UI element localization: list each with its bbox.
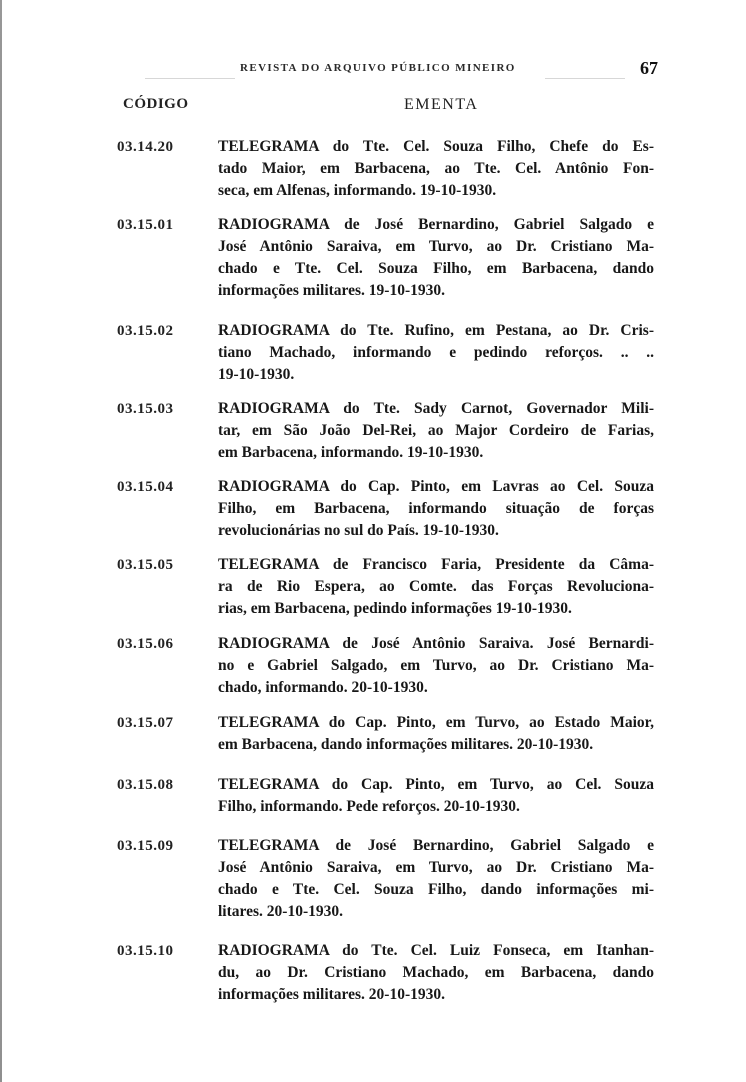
entry-summary — [218, 633, 654, 699]
entry-code: 03.15.02 — [117, 323, 174, 339]
entry-summary-line: chado e Tte. Cel. Souza Filho, dando informações mi- — [218, 881, 654, 898]
entry-summary — [218, 940, 654, 1006]
entry-summary — [218, 476, 654, 542]
entry-summary-line: em Barbacena, informando. 19-10-1930. — [218, 444, 484, 461]
entry-summary-line: revolucionárias no sul do País. 19-10-1930. — [218, 522, 499, 539]
page-edge-shadow — [0, 0, 2, 1082]
entry-code: 03.15.09 — [117, 838, 174, 854]
entry-summary-line: em Barbacena, dando informações militares. 20-10-1930. — [218, 736, 594, 753]
entry-summary-line: TELEGRAMA de Francisco Faria, Presidente da Câma- — [218, 556, 654, 573]
column-header-ementa: EMENTA — [404, 96, 479, 113]
column-header-code: CÓDIGO — [123, 96, 189, 112]
entry-code: 03.15.08 — [117, 777, 174, 793]
entry-summary-line: TELEGRAMA do Cap. Pinto, em Turvo, ao Cel. Souza — [218, 776, 654, 793]
entry-summary — [218, 712, 654, 756]
header-rule-left — [145, 78, 235, 79]
entry-code: 03.15.01 — [117, 217, 174, 233]
entry-summary-line: chado e Tte. Cel. Souza Filho, em Barbacena, dando — [218, 260, 654, 277]
entry-summary-line: no e Gabriel Salgado, em Turvo, ao Dr. Cristiano Ma- — [218, 657, 654, 674]
entry-summary-line: informações militares. 20-10-1930. — [218, 986, 445, 1003]
entry-summary-line: RADIOGRAMA do Tte. Rufino, em Pestana, ao Dr. Cris- — [218, 322, 654, 339]
entry-summary-line: seca, em Alfenas, informando. 19-10-1930. — [218, 182, 497, 199]
entry-summary-line: TELEGRAMA de José Bernardino, Gabriel Salgado e — [218, 837, 654, 854]
entry-summary-line: TELEGRAMA do Tte. Cel. Souza Filho, Chefe do Es- — [218, 138, 654, 155]
entry-summary — [218, 214, 654, 302]
entry-summary-line: José Antônio Saraiva, em Turvo, ao Dr. Cristiano Ma- — [218, 859, 654, 876]
entry-summary — [218, 136, 654, 202]
entry-summary — [218, 398, 654, 464]
entry-code: 03.15.10 — [117, 943, 174, 959]
entry-summary-line: RADIOGRAMA de José Bernardino, Gabriel Salgado e — [218, 216, 654, 233]
entry-summary-line: tado Maior, em Barbacena, ao Tte. Cel. Antônio Fon- — [218, 160, 654, 177]
entry-code: 03.15.05 — [117, 557, 174, 573]
entry-summary-line: Filho, informando. Pede reforços. 20-10-1930. — [218, 798, 520, 815]
entry-code: 03.15.06 — [117, 636, 174, 652]
entry-summary-line: tar, em São João Del-Rei, ao Major Cordeiro de Farias, — [218, 422, 654, 439]
entry-summary-line: rias, em Barbacena, pedindo informações 19-10-1930. — [218, 600, 572, 617]
entry-summary-line: tiano Machado, informando e pedindo reforços. .. .. — [218, 344, 654, 361]
entry-summary — [218, 774, 654, 818]
journal-title: REVISTA DO ARQUIVO PÚBLICO MINEIRO — [240, 62, 516, 74]
entry-summary-line: 19-10-1930. — [218, 366, 295, 383]
entry-summary — [218, 835, 654, 923]
entry-summary-line: ra de Rio Espera, ao Comte. das Forças Revoluciona- — [218, 578, 654, 595]
entry-summary — [218, 554, 654, 620]
entry-summary-line: José Antônio Saraiva, em Turvo, ao Dr. Cristiano Ma- — [218, 238, 654, 255]
entry-summary-line: RADIOGRAMA de José Antônio Saraiva. José Bernardi- — [218, 635, 654, 652]
entry-summary-line: litares. 20-10-1930. — [218, 903, 343, 920]
entry-summary — [218, 320, 654, 386]
entry-summary-line: Filho, em Barbacena, informando situação de forças — [218, 500, 654, 517]
page-number: 67 — [640, 58, 658, 78]
entry-code: 03.15.03 — [117, 401, 174, 417]
entry-code: 03.14.20 — [117, 139, 174, 155]
entry-summary-line: chado, informando. 20-10-1930. — [218, 679, 428, 696]
entry-summary-line: RADIOGRAMA do Cap. Pinto, em Lavras ao Cel. Souza — [218, 478, 654, 495]
entry-summary-line: informações militares. 19-10-1930. — [218, 282, 445, 299]
entry-summary-line: TELEGRAMA do Cap. Pinto, em Turvo, ao Estado Maior, — [218, 714, 654, 731]
entry-summary-line: du, ao Dr. Cristiano Machado, em Barbacena, dando — [218, 964, 654, 981]
entry-code: 03.15.07 — [117, 715, 174, 731]
entry-code: 03.15.04 — [117, 479, 174, 495]
header-rule-right — [545, 78, 625, 79]
entry-summary-line: RADIOGRAMA do Tte. Sady Carnot, Governador Mili- — [218, 400, 654, 417]
entry-summary-line: RADIOGRAMA do Tte. Cel. Luiz Fonseca, em Itanhan- — [218, 942, 654, 959]
running-header — [0, 58, 746, 88]
